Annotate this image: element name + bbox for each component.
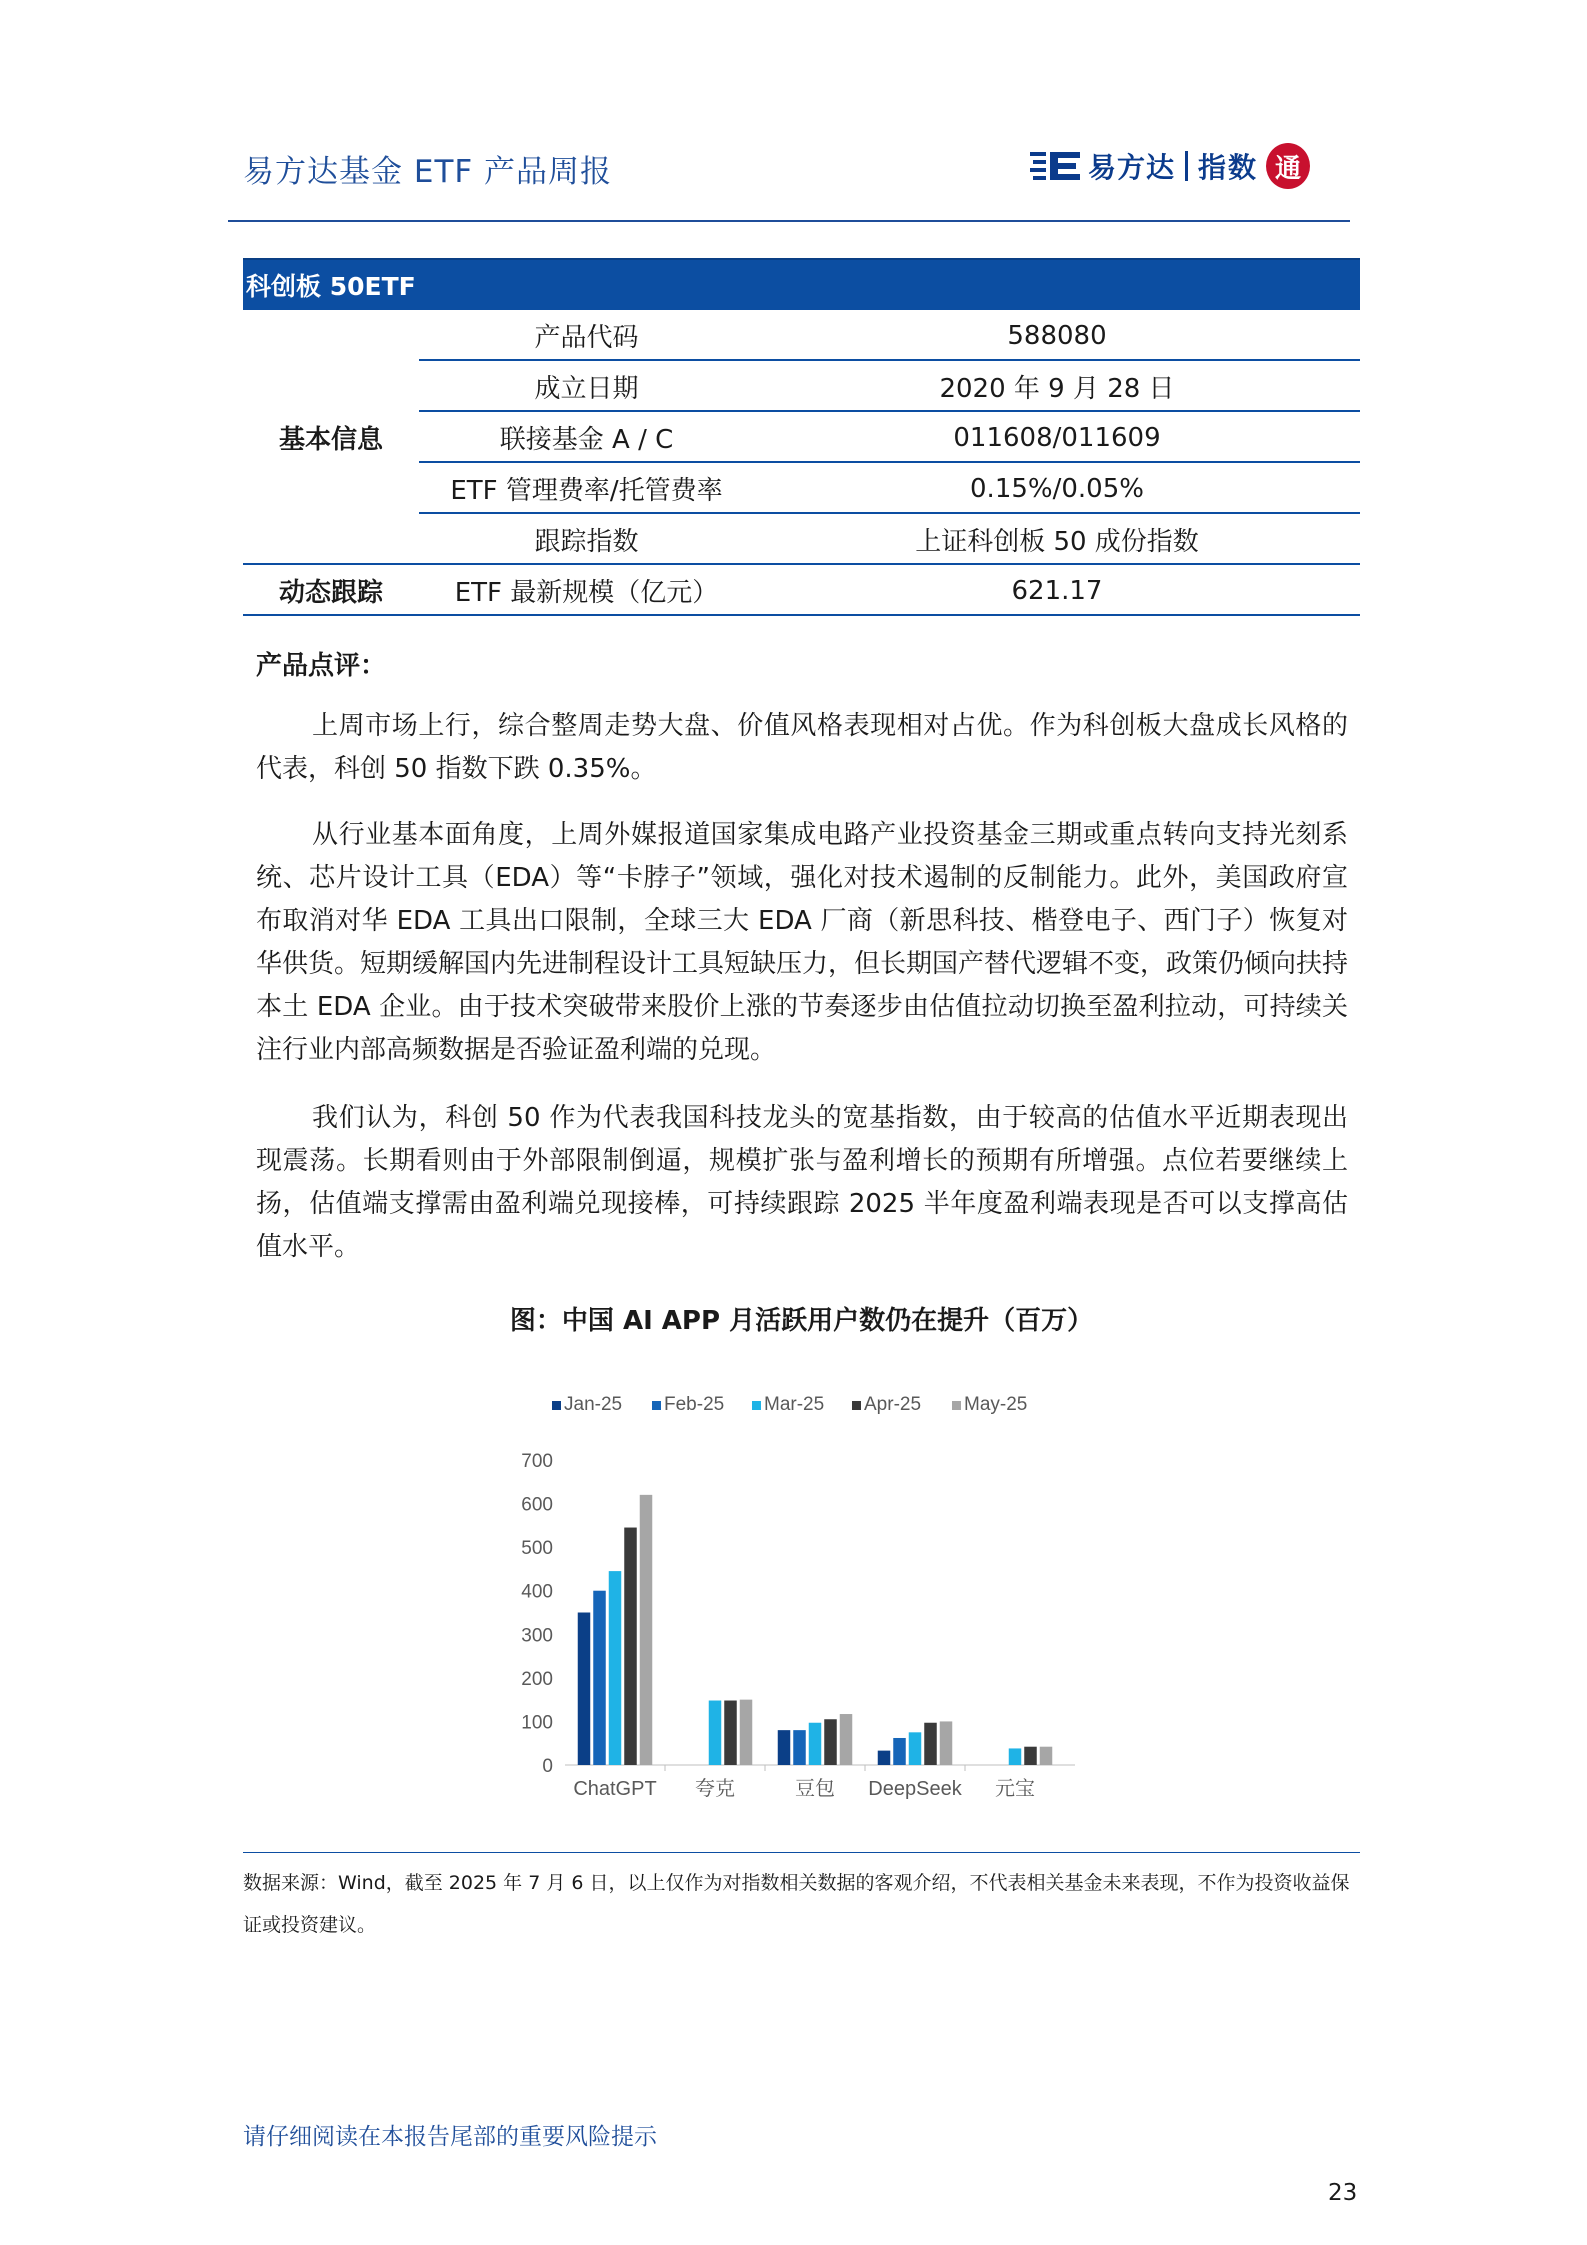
bar-夸克-May-25 (740, 1700, 753, 1765)
bar-豆包-Jan-25 (778, 1730, 791, 1765)
legend-label-3: Apr-25 (864, 1394, 922, 1415)
group-label-basic: 基本信息 (278, 425, 383, 455)
bar-DeepSeek-Mar-25 (909, 1732, 922, 1765)
fund-info-table (243, 258, 1360, 616)
table-row (243, 412, 1360, 463)
bar-ChatGPT-Jan-25 (578, 1613, 591, 1766)
row-value: 621.17 (1011, 575, 1103, 606)
commentary-paragraph-3: 我们认为，科创 50 作为代表我国科技龙头的宽基指数，由于较高的估值水平近期表现出现震荡。长期看则由于外部限制倒逼，规模扩张与盈利增长的预期有所增强。点位若要继续上扬，估值端支撑需由盈利端兑现接棒，可持续跟踪 2025 半年度盈利端表现是否可以支撑高估值水平。 (256, 1103, 1348, 1262)
x-tick-label: DeepSeek (868, 1778, 962, 1800)
y-tick-label: 600 (521, 1494, 553, 1516)
row-value: 588080 (1007, 320, 1107, 351)
risk-notice: 请仔细阅读在本报告尾部的重要风险提示 (243, 2124, 657, 2150)
table-row (243, 514, 1360, 565)
row-label: 跟踪指数 (534, 527, 639, 557)
footnote-divider (243, 1852, 1360, 1853)
header-divider (228, 220, 1350, 222)
bar-ChatGPT-Apr-25 (624, 1528, 637, 1765)
row-label: ETF 管理费率/托管费率 (450, 476, 723, 506)
table-row (243, 463, 1360, 514)
bar-夸克-Mar-25 (709, 1701, 722, 1765)
legend-swatch-3 (852, 1401, 861, 1410)
report-title: 易方达基金 ETF 产品周报 (243, 154, 613, 190)
fund-info-table-title: 科创板 50ETF (243, 258, 1360, 310)
y-tick-label: 700 (521, 1451, 553, 1472)
legend-label-1: Feb-25 (664, 1394, 725, 1415)
bar-元宝-Apr-25 (1024, 1747, 1037, 1765)
bar-夸克-Apr-25 (724, 1701, 737, 1765)
y-tick-label: 300 (521, 1625, 553, 1647)
bar-DeepSeek-Jan-25 (878, 1751, 891, 1765)
table-row (243, 565, 1360, 616)
logo-seal: 通 (1266, 143, 1310, 189)
x-tick-label: 元宝 (995, 1778, 1035, 1800)
legend-label-2: Mar-25 (764, 1394, 825, 1415)
legend-label-0: Jan-25 (564, 1394, 623, 1415)
efund-logo (1030, 138, 1310, 194)
legend-swatch-1 (652, 1401, 661, 1410)
row-value: 上证科创板 50 成份指数 (915, 527, 1199, 557)
row-value: 0.15%/0.05% (970, 473, 1144, 504)
row-label: ETF 最新规模（亿元） (454, 578, 719, 608)
bar-DeepSeek-May-25 (940, 1721, 953, 1765)
row-label: 成立日期 (534, 374, 639, 404)
x-tick-label: 夸克 (695, 1778, 735, 1800)
bar-豆包-Feb-25 (793, 1730, 806, 1765)
bar-ChatGPT-Feb-25 (593, 1591, 606, 1765)
bar-ChatGPT-Mar-25 (609, 1571, 622, 1765)
bar-豆包-Mar-25 (809, 1723, 822, 1765)
bar-DeepSeek-Apr-25 (924, 1723, 937, 1765)
page-number: 23 (1328, 2180, 1358, 2206)
bar-DeepSeek-Feb-25 (893, 1738, 906, 1765)
data-source-note: 数据来源：Wind，截至 2025 年 7 月 6 日，以上仅作为对指数相关数据的客观介绍，不代表相关基金未来表现，不作为投资收益保证或投资建议。 (243, 1872, 1350, 1936)
legend-swatch-0 (552, 1401, 561, 1410)
legend-swatch-2 (752, 1401, 761, 1410)
bar-豆包-May-25 (840, 1714, 853, 1765)
y-tick-label: 500 (521, 1538, 553, 1560)
x-tick-label: 豆包 (795, 1778, 835, 1800)
table-row (243, 361, 1360, 412)
logo-divider (1185, 151, 1188, 181)
table-row (243, 310, 1360, 361)
bar-元宝-Mar-25 (1009, 1748, 1022, 1765)
commentary-title: 产品点评： (256, 651, 387, 681)
logo-company-text: 易方达 (1088, 151, 1176, 184)
bar-豆包-Apr-25 (824, 1719, 837, 1765)
efund-logo-icon (1030, 150, 1082, 182)
y-tick-label: 100 (521, 1712, 553, 1734)
y-tick-label: 200 (521, 1668, 553, 1690)
row-value: 2020 年 9 月 28 日 (939, 374, 1175, 404)
row-label: 产品代码 (534, 323, 639, 353)
bar-ChatGPT-May-25 (640, 1495, 653, 1765)
commentary-paragraph-1: 上周市场上行，综合整周走势大盘、价值风格表现相对占优。作为科创板大盘成长风格的代表，科创 50 指数下跌 0.35%。 (256, 711, 1348, 784)
legend-label-4: May-25 (964, 1394, 1028, 1415)
commentary-paragraph-2: 从行业基本面角度，上周外媒报道国家集成电路产业投资基金三期或重点转向支持光刻系统、芯片设计工具（EDA）等“卡脖子”领域，强化对技术遏制的反制能力。此外，美国政府宣布取消对华 EDA 工具出口限制，全球三大 EDA 厂商（新思科技、楷登电子、西门子）恢复对华供货。短期缓解国内先进制程设计工具短缺压力，但长期国产替代逻辑不变，政策仍倾向扶持本土 EDA 企业。由于技术突破带来股价上涨的节奏逐步由估值拉动切换至盈利拉动，可持续关注行业内部高频数据是否验证盈利端的兑现。 (256, 820, 1349, 1065)
y-tick-label: 400 (521, 1581, 553, 1603)
legend-swatch-4 (952, 1401, 961, 1410)
logo-index-text: 指数 (1198, 151, 1259, 184)
group-label-dynamic: 动态跟踪 (278, 578, 383, 608)
x-tick-label: ChatGPT (573, 1778, 657, 1800)
y-tick-label: 0 (542, 1756, 553, 1777)
row-value: 011608/011609 (953, 422, 1161, 453)
chart-title: 图：中国 AI APP 月活跃用户数仍在提升（百万） (509, 1306, 1094, 1336)
row-label: 联接基金 A / C (499, 425, 674, 455)
mau-bar-chart (480, 1380, 1100, 1824)
bar-元宝-May-25 (1040, 1747, 1053, 1765)
